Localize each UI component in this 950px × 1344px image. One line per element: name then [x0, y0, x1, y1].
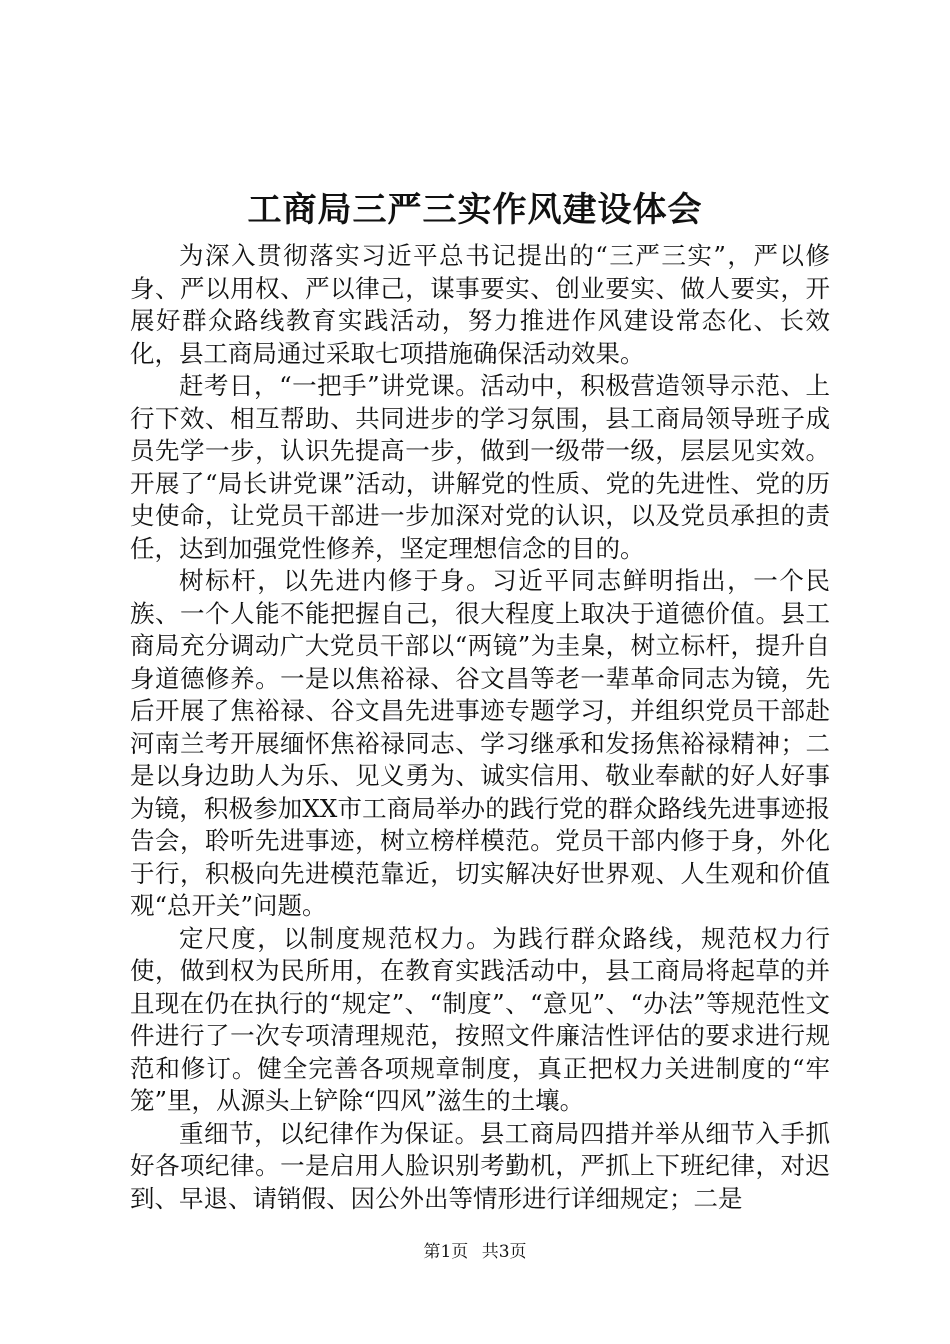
page-total: 共3页 [481, 1242, 527, 1262]
document-title: 工商局三严三实作风建设体会 [247, 190, 703, 230]
page-number: 第1页 [423, 1242, 469, 1262]
paragraph-intro: 为深入贯彻落实习近平总书记提出的“三严三实”，严以修身、严以用权、严以律己，谋事要实、创业要实、做人要实，开展好群众路线教育实践活动，努力推进作风建设常态化、长效化，县工商局通过采取七项措施确保活动效果。 [130, 241, 830, 368]
document-body [130, 240, 830, 1215]
paragraph-discipline: 重细节，以纪律作为保证。县工商局四措并举从细节入手抓好各项纪律。一是启用人脸识别考勤机，严抓上下班纪律，对迟到、早退、请销假、因公外出等情形进行详细规定；二是 [130, 1118, 830, 1213]
paragraph-role-models: 树标杆，以先进内修于身。习近平同志鲜明指出，一个民族、一个人能不能把握自己，很大程度上取决于道德价值。县工商局充分调动广大党员干部以“两镜”为圭臬，树立标杆，提升自身道德修养。一是以焦裕禄、谷文昌等老一辈革命同志为镜，先后开展了焦裕禄、谷文昌先进事迹专题学习，并组织党员干部赴河南兰考开展缅怀焦裕禄同志、学习继承和发扬焦裕禄精神；二是以身边助人为乐、见义勇为、诚实信用、敬业奉献的好人好事为镜，积极参加XX市工商局举办的践行党的群众路线先进事迹报告会，聆听先进事迹，树立榜样模范。党员干部内修于身，外化于行，积极向先进模范靠近，切实解决好世界观、人生观和价值观“总开关”问题。 [130, 566, 830, 920]
paragraph-regulations: 定尺度，以制度规范权力。为践行群众路线，规范权力行使，做到权为民所用，在教育实践活动中，县工商局将起草的并且现在仍在执行的“规定”、“制度”、“意见”、“办法”等规范性文件进行了一次专项清理规范，按照文件廉洁性评估的要求进行规范和修订。健全完善各项规章制度，真正把权力关进制度的“牢笼”里，从源头上铲除“四风”滋生的土壤。 [130, 923, 830, 1115]
page-footer [0, 1240, 950, 1264]
paragraph-party-lecture: 赶考日，“一把手”讲党课。活动中，积极营造领导示范、上行下效、相互帮助、共同进步的学习氛围，县工商局领导班子成员先学一步，认识先提高一步，做到一级带一级，层层见实效。开展了“局长讲党课”活动，讲解党的性质、党的先进性、党的历史使命，让党员干部进一步加深对党的认识，以及党员承担的责任，达到加强党性修养，坚定理想信念的目的。 [130, 371, 830, 563]
